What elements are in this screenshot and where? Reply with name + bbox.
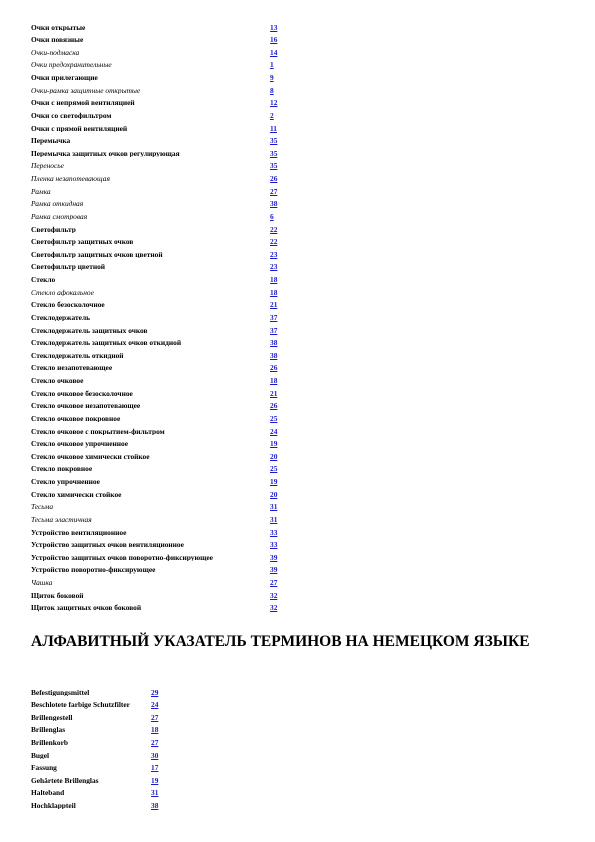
page-link[interactable]: 27 [151,712,159,722]
index-term: Fassung [31,764,57,772]
index-term: Bugel [31,751,50,759]
index-row [31,274,291,287]
index-row [31,286,291,299]
index-row [31,476,291,489]
index-term: Очки повязные [31,36,84,44]
index-term: Устройство вентиляционное [31,528,127,537]
index-row [31,711,231,724]
page-link[interactable]: 6 [270,211,274,221]
index-row [31,450,291,463]
index-row [31,438,291,451]
index-row [31,135,291,148]
page-link[interactable]: 14 [270,47,278,57]
page-link[interactable]: 29 [151,687,159,697]
index-row [31,337,291,350]
page-link[interactable]: 38 [151,800,159,810]
index-term: Рамка [31,187,51,196]
index-row [31,261,291,274]
page-link[interactable]: 19 [270,477,278,487]
index-row [31,349,291,362]
page-link[interactable]: 8 [270,85,274,95]
index-term: Переносье [31,162,64,170]
page-link[interactable]: 23 [270,249,278,259]
index-term: Очки со светофильтром [31,111,112,120]
page-link[interactable]: 27 [151,737,159,747]
index-row [31,526,291,539]
index-row [31,198,291,211]
index-term: Стеклодержатель защитных очков [31,326,148,335]
page-link[interactable]: 39 [270,552,278,562]
page-link[interactable]: 18 [270,275,278,285]
index-row [31,109,291,122]
index-row [31,736,231,749]
section-heading: АЛФАВИТНЫЙ УКАЗАТЕЛЬ ТЕРМИНОВ НА НЕМЕЦКОМ ЯЗЫКЕ [31,633,530,650]
index-term: Brillenkorb [31,738,68,747]
page-link[interactable]: 9 [270,73,274,83]
page-link[interactable]: 21 [270,388,278,398]
index-term: Тесьма [31,503,54,511]
index-row [31,34,291,47]
index-term: Очки открытые [31,23,86,32]
index-term: Рамка откидная [31,200,84,208]
index-term: Стекло покровное [31,465,93,473]
index-term: Стеклодержатель откидной [31,351,124,360]
page-link[interactable]: 20 [270,451,278,461]
index-term: Очки-рамка защитные открытые [31,86,141,95]
page-link[interactable]: 26 [270,363,278,373]
page-link[interactable]: 23 [270,262,278,272]
index-term: Hochklappteil [31,801,76,810]
index-row [31,749,231,762]
page-link[interactable]: 11 [270,123,277,133]
index-row [31,425,291,438]
index-term: Стекло очковое упрочненное [31,440,128,448]
index-term: Рамка смотровая [31,212,88,221]
index-row [31,699,231,712]
index-term: Стекло упрочненное [31,478,100,486]
index-row [31,362,291,375]
page-link[interactable]: 19 [270,439,278,449]
index-row [31,236,291,249]
page-link[interactable]: 16 [270,35,278,45]
page-link[interactable]: 38 [270,350,278,360]
index-row [31,59,291,72]
page-link[interactable]: 33 [270,540,278,550]
index-term: Устройство защитных очков поворотно-фиксирующее [31,553,213,562]
page-link[interactable]: 35 [270,161,278,171]
index-row [31,774,231,787]
index-row [31,173,291,186]
page-link[interactable]: 38 [270,338,278,348]
index-term: Стекло безосколочное [31,301,105,309]
index-term: Светофильтр защитных очков цветной [31,250,163,259]
page-link[interactable]: 13 [270,22,278,32]
page-link[interactable]: 19 [151,775,159,785]
index-term: Стеклодержатель защитных очков откидной [31,339,182,347]
index-row [31,762,231,775]
page-link[interactable]: 22 [270,237,278,247]
index-term: Очки с прямой вентиляцией [31,124,128,133]
page-link[interactable]: 2 [270,110,274,120]
index-term: Пленка незапотевающая [31,175,110,183]
index-term: Стеклодержатель [31,313,90,322]
page-link[interactable]: 39 [270,565,278,575]
page-link[interactable]: 12 [270,98,278,108]
index-term: Очки-подмаска [31,48,80,57]
index-term: Brillengestell [31,713,73,722]
index-term: Стекло очковое незапотевающее [31,402,141,410]
page-link[interactable]: 17 [151,763,159,773]
page-link[interactable]: 31 [270,514,278,524]
index-row [31,463,291,476]
index-term: Перемычка [31,137,71,145]
page-link[interactable]: 21 [270,300,278,310]
index-row [31,488,291,501]
index-term: Стекло незапотевающее [31,364,113,372]
page-link[interactable]: 31 [270,502,278,512]
page-link[interactable]: 27 [270,186,278,196]
index-row [31,686,231,699]
index-row [31,602,291,615]
index-row [31,387,291,400]
page-link[interactable]: 18 [270,376,278,386]
page-link[interactable]: 26 [270,401,278,411]
index-term: Перемычка защитных очков регулирующая [31,149,180,158]
index-term: Щиток защитных очков боковой [31,604,142,612]
index-term: Beschlotete farbige Schutzfilter [31,701,130,709]
index-term: Щиток боковой [31,591,84,600]
index-term: Стекло очковое безосколочное [31,389,133,398]
index-row [31,412,291,425]
index-row [31,210,291,223]
index-term: Стекло очковое химически стойкое [31,452,150,461]
page-link[interactable]: 27 [270,578,278,588]
page-link[interactable]: 24 [151,700,159,710]
page-link[interactable]: 35 [270,148,278,158]
index-row [31,160,291,173]
page-link[interactable]: 20 [270,489,278,499]
index-row [31,122,291,135]
index-row [31,299,291,312]
index-row [31,147,291,160]
page-link[interactable]: 35 [270,136,278,146]
index-row [31,513,291,526]
index-row [31,577,291,590]
index-row [31,539,291,552]
index-row [31,248,291,261]
page-link[interactable]: 37 [270,325,278,335]
index-term: Brillenglas [31,726,66,734]
index-term: Очки с непрямой вентиляцией [31,99,135,107]
index-term: Стекло афокальное [31,288,94,297]
index-row [31,223,291,236]
index-row [31,21,291,34]
index-row [31,97,291,110]
page-link[interactable]: 30 [151,750,159,760]
index-term: Стекло [31,276,56,284]
index-term: Чашка [31,579,53,587]
index-row [31,311,291,324]
index-term: Светофильтр защитных очков [31,238,134,246]
page-link[interactable]: 1 [270,60,274,70]
page-link[interactable]: 25 [270,413,278,423]
index-row [31,589,291,602]
index-term: Устройство поворотно-фиксирующее [31,566,156,574]
index-row [31,46,291,59]
index-row [31,501,291,514]
russian-index-list [31,21,291,614]
index-term: Светофильтр цветной [31,263,106,271]
index-row [31,724,231,737]
index-row [31,324,291,337]
index-row [31,400,291,413]
index-term: Очки предохранительные [31,61,112,69]
german-index-list [31,686,231,812]
page-link[interactable]: 33 [270,527,278,537]
index-row [31,185,291,198]
index-term: Gehärtete Brillenglas [31,776,99,785]
index-row [31,564,291,577]
index-term: Halteband [31,789,65,797]
index-term: Устройство защитных очков вентиляционное [31,541,184,549]
index-term: Стекло химически стойкое [31,490,122,499]
page-link[interactable]: 22 [270,224,278,234]
page-link[interactable]: 38 [270,199,278,209]
index-row [31,787,231,800]
page-link[interactable]: 26 [270,174,278,184]
index-term: Очки прилегающие [31,74,98,82]
index-term: Тесьма эластичная [31,515,92,524]
index-term: Светофильтр [31,225,76,234]
index-row [31,375,291,388]
page-link[interactable]: 37 [270,312,278,322]
page-link[interactable]: 32 [270,603,278,613]
index-term: Стекло очковое покровное [31,414,121,423]
page-link[interactable]: 31 [151,788,159,798]
page-link[interactable]: 32 [270,590,278,600]
index-row [31,551,291,564]
page-link[interactable]: 18 [151,725,159,735]
index-term: Стекло очковое с покрытием-фильтром [31,427,165,436]
page-link[interactable]: 18 [270,287,278,297]
page-link[interactable]: 25 [270,464,278,474]
index-term: Befestigungsmittel [31,688,90,696]
index-term: Стекло очковое [31,377,84,385]
index-row [31,799,231,812]
page-link[interactable]: 24 [270,426,278,436]
index-row [31,72,291,85]
index-row [31,84,291,97]
